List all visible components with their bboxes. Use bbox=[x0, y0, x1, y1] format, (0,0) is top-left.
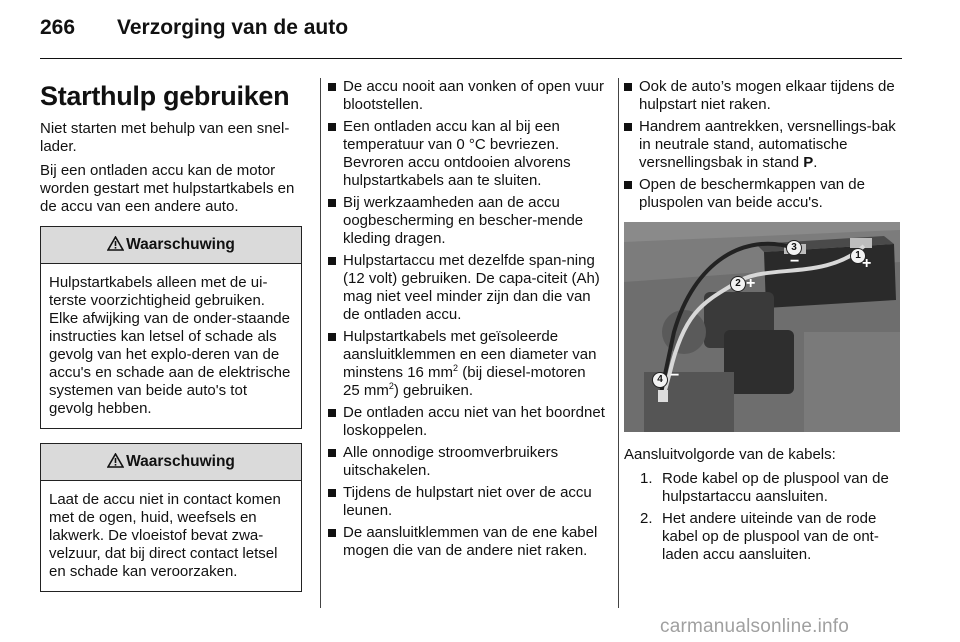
list-item bbox=[328, 252, 606, 324]
list-item bbox=[328, 524, 606, 560]
list-item bbox=[624, 78, 904, 114]
warning-label: Waarschuwing bbox=[126, 453, 235, 470]
list-item-text: Tijdens de hulpstart niet over de accu leunen. bbox=[343, 484, 592, 519]
list-item-text: De accu nooit aan vonken of open vuur blootstellen. bbox=[343, 78, 605, 113]
column-left bbox=[40, 78, 304, 606]
step-number: 1. bbox=[640, 470, 653, 487]
step-number: 2. bbox=[640, 510, 653, 527]
watermark: carmanualsonline.info bbox=[660, 616, 850, 637]
list-item-text: Alle onnodige stroomverbruikers uitschakelen. bbox=[343, 444, 559, 479]
list-item bbox=[328, 484, 606, 520]
minus-sign: − bbox=[790, 253, 800, 270]
square-bullet-icon bbox=[624, 181, 632, 189]
plus-sign: + bbox=[746, 275, 756, 292]
list-item-text: Handrem aantrekken, versnellings-bak in neutrale stand, automatische versnellingsbak in stand bbox=[639, 118, 896, 171]
warning-header bbox=[41, 444, 301, 481]
list-item-text: De aansluitklemmen van de ene kabel mogen die van de andere niet raken. bbox=[343, 524, 598, 559]
minus-sign: − bbox=[670, 367, 680, 384]
chapter-title: Verzorging van de auto bbox=[117, 16, 349, 39]
callout-3: 3 bbox=[786, 240, 802, 256]
list-item-text: Hulpstartkabels met geïsoleerde aansluitklemmen en een diameter van minstens 16 mm bbox=[343, 328, 597, 381]
list-item bbox=[624, 510, 904, 564]
list-item bbox=[328, 404, 606, 440]
square-bullet-icon bbox=[328, 199, 336, 207]
warning-box bbox=[40, 226, 302, 429]
section-title: Starthulp gebruiken bbox=[40, 81, 290, 111]
paragraph: Niet starten met behulp van een snel-lader. bbox=[40, 120, 290, 155]
bullet-list bbox=[328, 78, 606, 560]
callout-4: 4 bbox=[652, 372, 668, 388]
list-item bbox=[328, 194, 606, 248]
callout-2: 2 bbox=[730, 276, 746, 292]
list-item bbox=[328, 78, 606, 114]
square-bullet-icon bbox=[624, 83, 632, 91]
step-text: Het andere uiteinde van de rode kabel op de pluspool van de ont-laden accu aansluiten. bbox=[662, 510, 879, 563]
list-item bbox=[328, 444, 606, 480]
superscript: 2 bbox=[453, 363, 459, 373]
square-bullet-icon bbox=[328, 409, 336, 417]
bullet-list bbox=[624, 78, 904, 212]
list-item bbox=[328, 328, 606, 400]
square-bullet-icon bbox=[328, 333, 336, 341]
list-item-text: Open de beschermkappen van de pluspolen van beide accu's. bbox=[639, 176, 865, 211]
list-item bbox=[328, 118, 606, 190]
warning-header bbox=[41, 227, 301, 264]
list-item-text: ) gebruiken. bbox=[393, 382, 474, 399]
square-bullet-icon bbox=[328, 489, 336, 497]
column-divider bbox=[320, 78, 321, 608]
paragraph: Bij een ontladen accu kan de motor worden gestart met hulpstartkabels en de accu van een andere auto. bbox=[40, 162, 295, 215]
warning-triangle-icon bbox=[107, 236, 124, 251]
list-item-text: Een ontladen accu kan al bij een temperatuur van 0 °C bevriezen. Bevroren accu ontdooien alvorens hulpstartkabels aan te sluiten. bbox=[343, 118, 571, 189]
square-bullet-icon bbox=[624, 123, 632, 131]
steps-list bbox=[624, 470, 904, 564]
warning-triangle-icon bbox=[107, 453, 124, 468]
page-number: 266 bbox=[40, 16, 76, 39]
plus-sign: + bbox=[862, 255, 872, 272]
list-item-text: Hulpstartaccu met dezelfde span-ning (12 volt) gebruiken. De capa-citeit (Ah) mag niet veel minder zijn dan die van de ontladen accu. bbox=[343, 252, 600, 323]
column-middle bbox=[328, 78, 606, 564]
square-bullet-icon bbox=[328, 123, 336, 131]
gear-position-label: P bbox=[803, 154, 814, 171]
callout-1: 1 bbox=[850, 248, 866, 264]
warning-box bbox=[40, 443, 302, 592]
warning-text: Laat de accu niet in contact komen met de ogen, huid, weefsels en lakwerk. De vloeistof bevat zwa-velzuur, dat bij direct contact letsel en schade kan veroorzaken. bbox=[49, 491, 281, 580]
battery-photo bbox=[624, 222, 900, 432]
list-item-text: . bbox=[813, 154, 818, 171]
list-item bbox=[624, 470, 904, 506]
superscript: 2 bbox=[388, 381, 394, 391]
steps-heading: Aansluitvolgorde van de kabels: bbox=[624, 446, 836, 463]
square-bullet-icon bbox=[328, 449, 336, 457]
header-rule bbox=[40, 58, 902, 59]
square-bullet-icon bbox=[328, 257, 336, 265]
square-bullet-icon bbox=[328, 83, 336, 91]
list-item bbox=[624, 176, 904, 212]
column-divider bbox=[618, 78, 619, 608]
list-item-text: De ontladen accu niet van het boordnet loskoppelen. bbox=[343, 404, 605, 439]
list-item-text: Ook de auto’s mogen elkaar tijdens de hulpstart niet raken. bbox=[639, 78, 895, 113]
page-header bbox=[40, 16, 902, 46]
square-bullet-icon bbox=[328, 529, 336, 537]
warning-text: Hulpstartkabels alleen met de ui-terste voorzichtigheid gebruiken. Elke afwijking van de onder-staande instructies kan letsel of schade als gevolg van het explo-deren van de accu's en schade aan de elektrische systemen van beide auto's tot gevolg hebben. bbox=[49, 274, 291, 417]
step-text: Rode kabel op de pluspool van de hulpstartaccu aansluiten. bbox=[662, 470, 889, 505]
list-item-text: (bij diesel-motoren 25 mm bbox=[343, 364, 586, 399]
list-item bbox=[624, 118, 904, 172]
warning-label: Waarschuwing bbox=[126, 236, 235, 253]
column-right bbox=[624, 78, 904, 568]
list-item-text: Bij werkzaamheden aan de accu oogbescherming en bescher-mende kleding dragen. bbox=[343, 194, 584, 247]
